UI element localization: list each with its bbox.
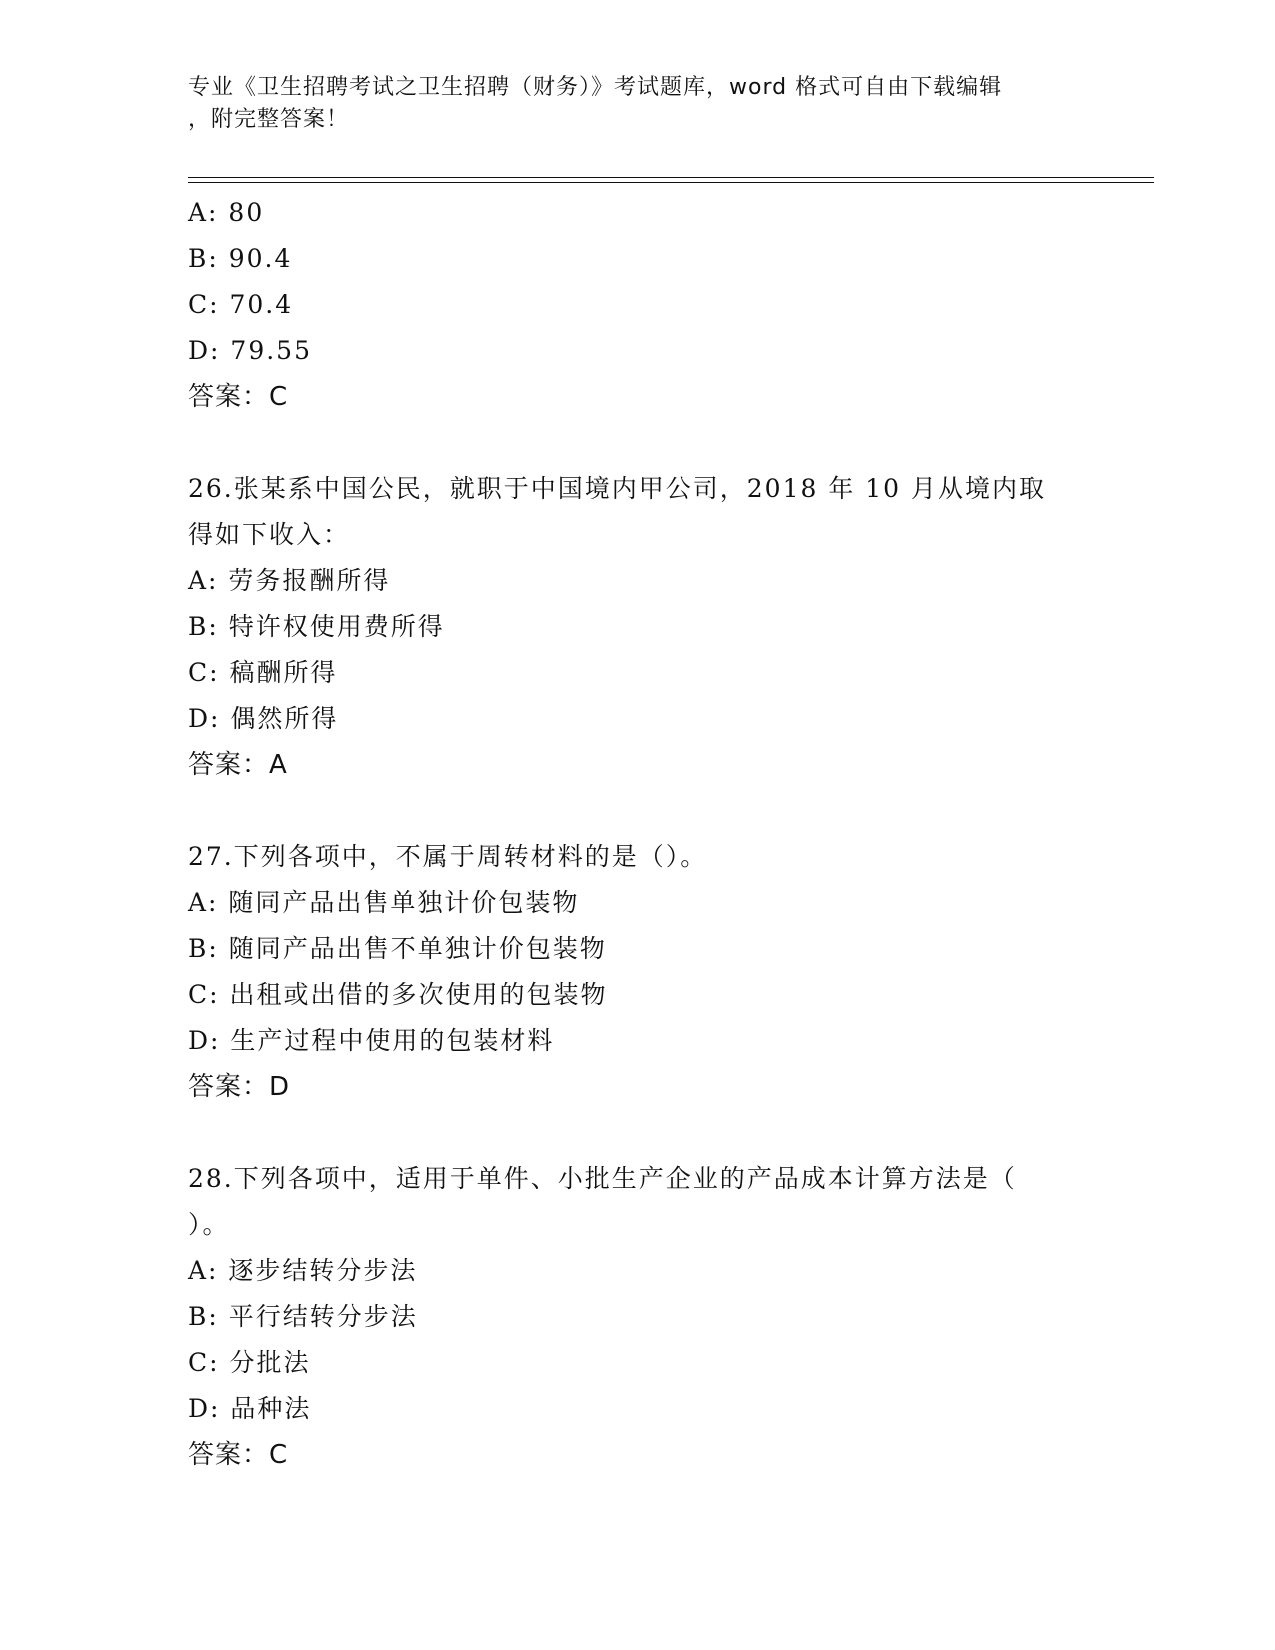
question-stem-line-2: 得如下收入：	[188, 520, 351, 549]
option-a: A: 80	[188, 198, 265, 227]
header-divider-bottom	[188, 182, 1154, 183]
option-d: D: 偶然所得	[188, 704, 339, 733]
option-b: B: 平行结转分步法	[188, 1302, 418, 1331]
question-27	[188, 834, 1088, 1110]
option-d: D: 生产过程中使用的包装材料	[188, 1026, 555, 1055]
question-stem-line-2: ）。	[188, 1210, 230, 1239]
option-c: C: 稿酬所得	[188, 658, 338, 687]
option-d: D: 79.55	[188, 336, 312, 365]
spacer	[188, 420, 1088, 466]
option-d: D: 品种法	[188, 1394, 312, 1423]
spacer	[188, 788, 1088, 834]
question-list	[188, 190, 1088, 1478]
header-line-1: 专业《卫生招聘考试之卫生招聘（财务）》考试题库，word 格式可自由下载编辑	[188, 75, 1003, 100]
option-b: B: 90.4	[188, 244, 293, 273]
option-a: A: 随同产品出售单独计价包装物	[188, 888, 580, 917]
question-26	[188, 466, 1088, 788]
option-c: C: 分批法	[188, 1348, 311, 1377]
header-line-2: ，附完整答案！	[188, 107, 350, 132]
header-divider-top	[188, 177, 1154, 178]
answer-line: 答案：C	[188, 1440, 289, 1470]
answer-line: 答案：D	[188, 1072, 291, 1102]
option-c: C: 出租或出借的多次使用的包装物	[188, 980, 608, 1009]
option-a: A: 劳务报酬所得	[188, 566, 391, 595]
spacer	[188, 1110, 1088, 1156]
option-b: B: 随同产品出售不单独计价包装物	[188, 934, 607, 963]
question-28	[188, 1156, 1088, 1478]
option-b: B: 特许权使用费所得	[188, 612, 445, 641]
question-stem-line-1: 27.下列各项中，不属于周转材料的是（）。	[188, 842, 708, 871]
document-header	[188, 72, 1068, 136]
option-c: C: 70.4	[188, 290, 294, 319]
question-25	[188, 190, 1088, 420]
question-stem-line-1: 28.下列各项中，适用于单件、小批生产企业的产品成本计算方法是（	[188, 1164, 1017, 1193]
option-a: A: 逐步结转分步法	[188, 1256, 418, 1285]
answer-line: 答案：C	[188, 382, 289, 412]
answer-line: 答案：A	[188, 750, 288, 780]
question-stem-line-1: 26.张某系中国公民，就职于中国境内甲公司，2018 年 10 月从境内取	[188, 474, 1047, 503]
